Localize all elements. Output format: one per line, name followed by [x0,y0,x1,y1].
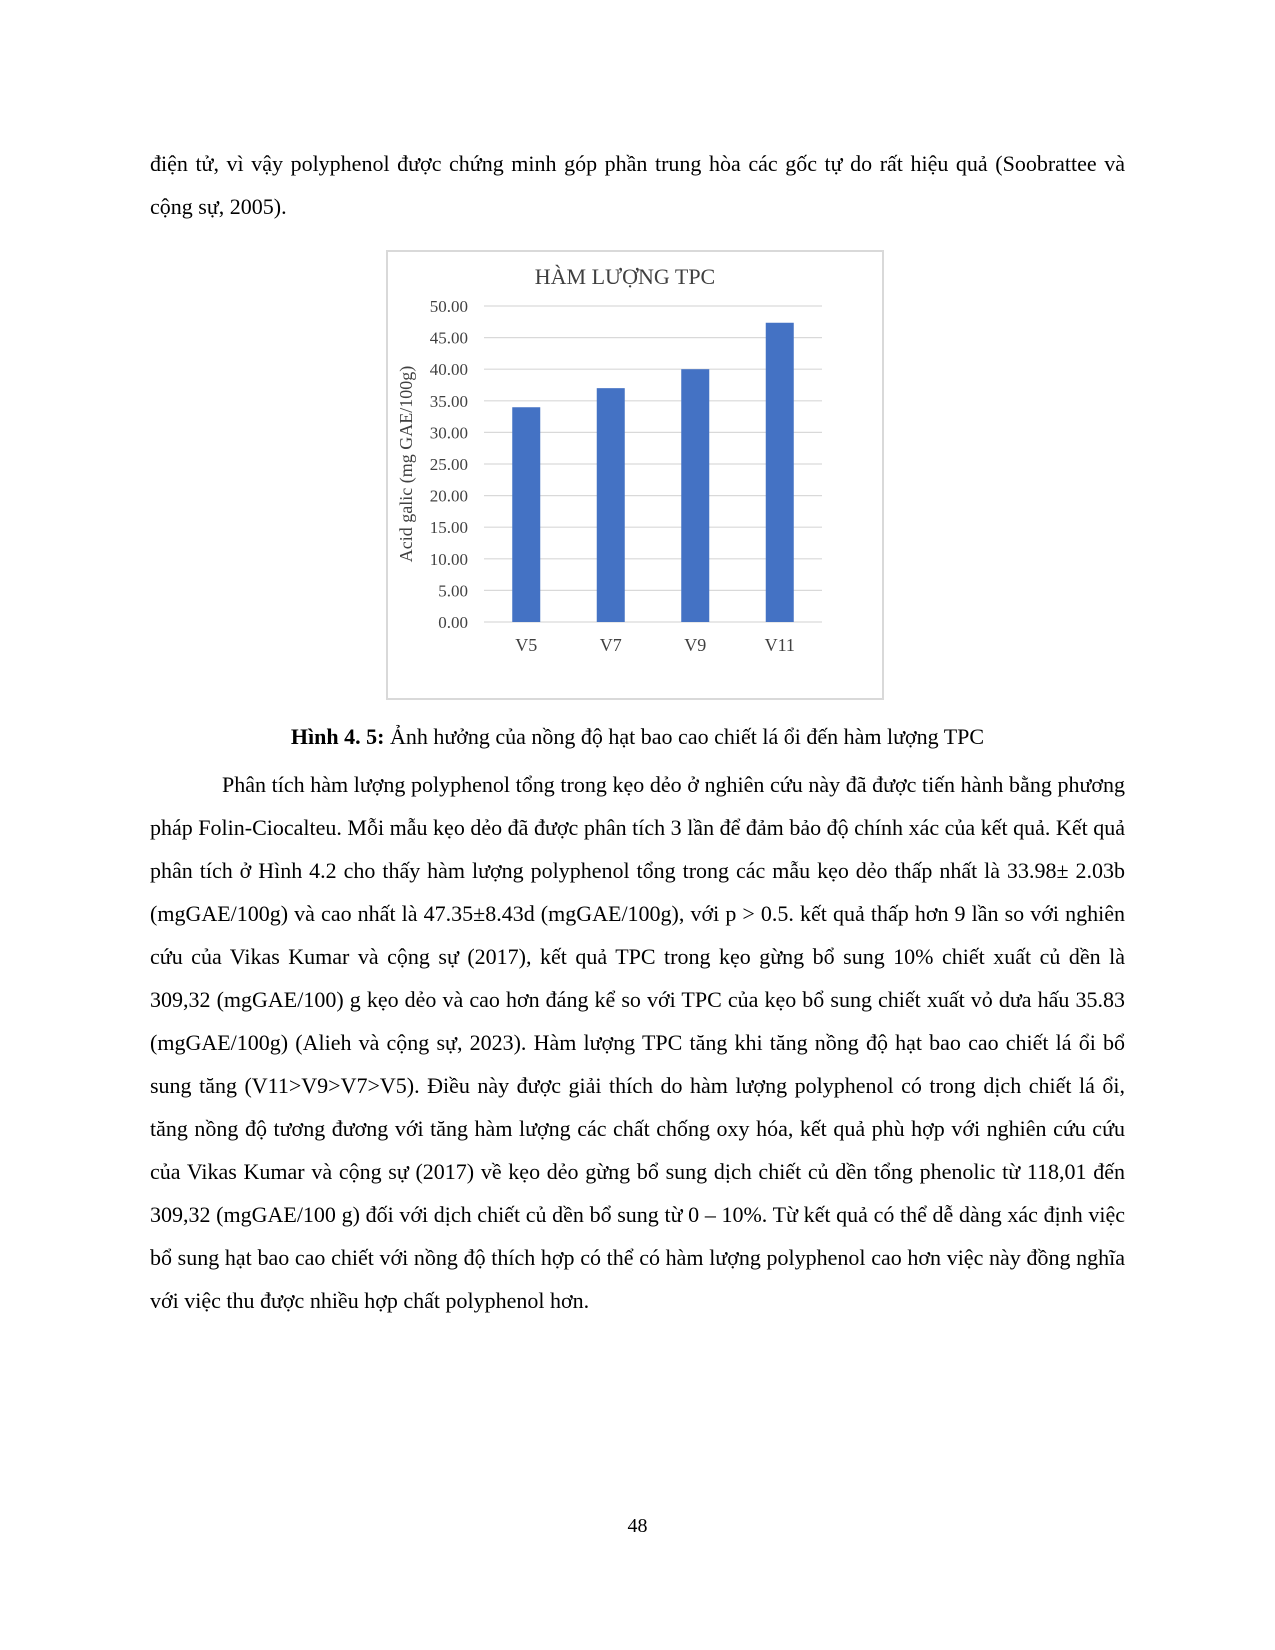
y-tick-label: 10.00 [429,549,468,569]
caption-label: Hình 4. 5: [290,724,385,749]
y-tick-labels [430,297,468,632]
bar-v5 [512,407,540,622]
page-number: 48 [627,1515,648,1537]
y-tick-label: 15.00 [429,518,468,538]
x-tick-labels [515,635,795,655]
body-paragraph: Phân tích hàm lượng polyphenol tổng trong kẹo dẻo ở nghiên cứu này đã được tiến hành bằng phương pháp Folin-Ciocalteu. Mỗi mẫu kẹo dẻo đã được phân tích 3 lần để đảm bảo độ chính xác của kết quả. Kết quả phân tích ở Hình 4.2 cho thấy hàm lượng polyphenol tổng trong các mẫu kẹo dẻo thấp nhất là 33.98± 2.03b (mgGAE/100g) và cao nhất là 47.35±8.43d (mgGAE/100g), với p > 0.5. kết quả thấp hơn 9 lần so với nghiên cứu của Vikas Kumar và cộng sự (2017), kết quả TPC trong kẹo gừng bổ sung 10% chiết xuất củ dền là 309,32 (mgGAE/100) g kẹo dẻo và cao hơn đáng kể so với TPC của kẹo bổ sung chiết xuất vỏ dưa hấu 35.83 (mgGAE/100g) (Alieh và cộng sự, 2023). Hàm lượng TPC tăng khi tăng nồng độ hạt bao cao chiết lá ổi bổ sung tăng (V11>V9>V7>V5). Điều này được giải thích do hàm lượng polyphenol có trong dịch chiết lá ổi, tăng nồng độ tương đương với tăng hàm lượng các chất chống oxy hóa, kết quả phù hợp với nghiên cứu cứu của Vikas Kumar và cộng sự (2017) về kẹo dẻo gừng bổ sung dịch chiết củ dền tổng phenolic từ 118,01 đến 309,32 (mgGAE/100 g) đối với dịch chiết củ dền bổ sung từ 0 – 10%. Từ kết quả có thể dễ dàng xác định việc bổ sung hạt bao cao chiết với nồng độ thích hợp có thể có hàm lượng polyphenol cao hơn việc này đồng nghĩa với việc thu được nhiều hợp chất polyphenol hơn. [150,772,1125,1313]
bars [512,323,794,622]
x-tick-label: V11 [764,635,795,655]
y-tick-label: 30.00 [429,423,468,443]
y-tick-label: 5.00 [438,581,468,601]
tpc-bar-chart [386,250,884,700]
bar-v9 [681,369,709,622]
y-tick-label: 40.00 [429,360,468,380]
x-tick-label: V7 [599,635,622,655]
y-axis-label: Acid galic (mg GAE/100g) [396,365,416,563]
y-tick-label: 20.00 [429,486,468,506]
y-tick-label: 45.00 [429,328,468,348]
caption-text: Ảnh hưởng của nồng độ hạt bao cao chiết lá ổi đến hàm lượng TPC [384,724,985,749]
x-tick-label: V5 [515,635,538,655]
y-tick-label: 35.00 [429,391,468,411]
bar-v7 [597,388,625,622]
bar-v11 [766,323,794,622]
y-tick-label: 0.00 [438,613,468,632]
figure-caption [0,722,1275,752]
x-tick-label: V9 [684,635,707,655]
y-tick-label: 25.00 [429,455,468,474]
y-tick-label: 50.00 [429,297,468,316]
intro-paragraph: điện tử, vì vậy polyphenol được chứng minh góp phần trung hòa các gốc tự do rất hiệu quả (Soobrattee và cộng sự, 2005). [150,151,1125,219]
chart-canvas [388,252,882,698]
chart-title: HÀM LƯỢNG TPC [534,264,716,289]
